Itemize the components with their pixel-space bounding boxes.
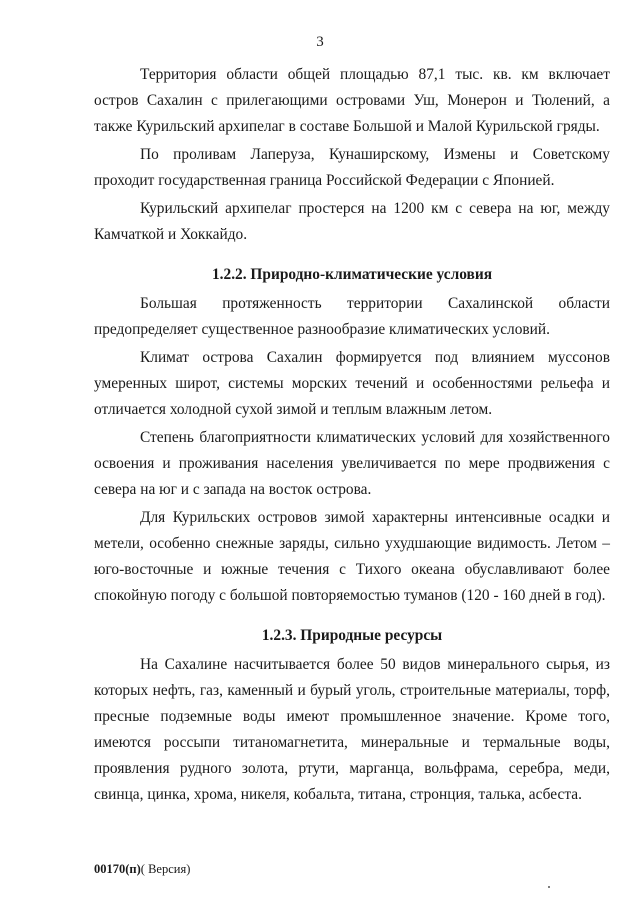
paragraph-kuril-archipelago: Курильский архипелаг простерся на 1200 км с севера на юг, между Камчаткой и Хоккайдо.: [94, 200, 610, 243]
scan-speck: [548, 886, 550, 888]
document-body: [94, 62, 610, 808]
paragraph-climate-extent: Большая протяженность территории Сахалинской области предопределяет существенное разнообразие климатических условий.: [94, 295, 610, 338]
section-heading-climate: 1.2.2. Природно-климатические условия: [211, 266, 493, 283]
section-heading-resources: 1.2.3. Природные ресурсы: [261, 627, 443, 644]
footer-code: 00170(п): [94, 862, 141, 876]
paragraph-resources: На Сахалине насчитывается более 50 видов минерального сырья, из которых нефть, газ, каменный и бурый уголь, строительные материалы, торф, пресные подземные воды имеют промышленное значение. Кроме того, имеются россыпи титаномагнетита, минеральные и термальные воды, проявления рудного золота, ртути, марганца, вольфрама, серебра, меди, свинца, цинка, хрома, никеля, кобальта, титана, стронция, талька, асбеста.: [94, 656, 610, 803]
footer-version: ( Версия): [140, 862, 191, 876]
paragraph-border: По проливам Лаперуза, Кунаширскому, Измены и Советскому проходит государственная граница Российской Федерации с Японией.: [94, 146, 610, 189]
page-number: 3: [316, 34, 324, 50]
paragraph-climate-favorability: Степень благоприятности климатических условий для хозяйственного освоения и проживания населения увеличивается по мере продвижения с севера на юг и с запада на восток острова.: [94, 429, 610, 498]
document-footer: [94, 862, 190, 877]
paragraph-territory: Территория области общей площадью 87,1 тыс. кв. км включает остров Сахалин с прилегающими островами Уш, Монерон и Тюлений, а также Курильский архипелаг в составе Большой и Малой Курильской гряды.: [94, 66, 610, 135]
paragraph-climate-kuril: Для Курильских островов зимой характерны интенсивные осадки и метели, особенно снежные заряды, сильно ухудшающие видимость. Летом – юго-восточные и южные течения с Тихого океана обуславливают более спокойную погоду с большой повторяемостью туманов (120 - 160 дней в год).: [94, 509, 610, 604]
paragraph-climate-sakhalin: Климат острова Сахалин формируется под влиянием муссонов умеренных широт, системы морских течений и особенностями рельефа и отличается холодной сухой зимой и теплым влажным летом.: [94, 349, 610, 418]
